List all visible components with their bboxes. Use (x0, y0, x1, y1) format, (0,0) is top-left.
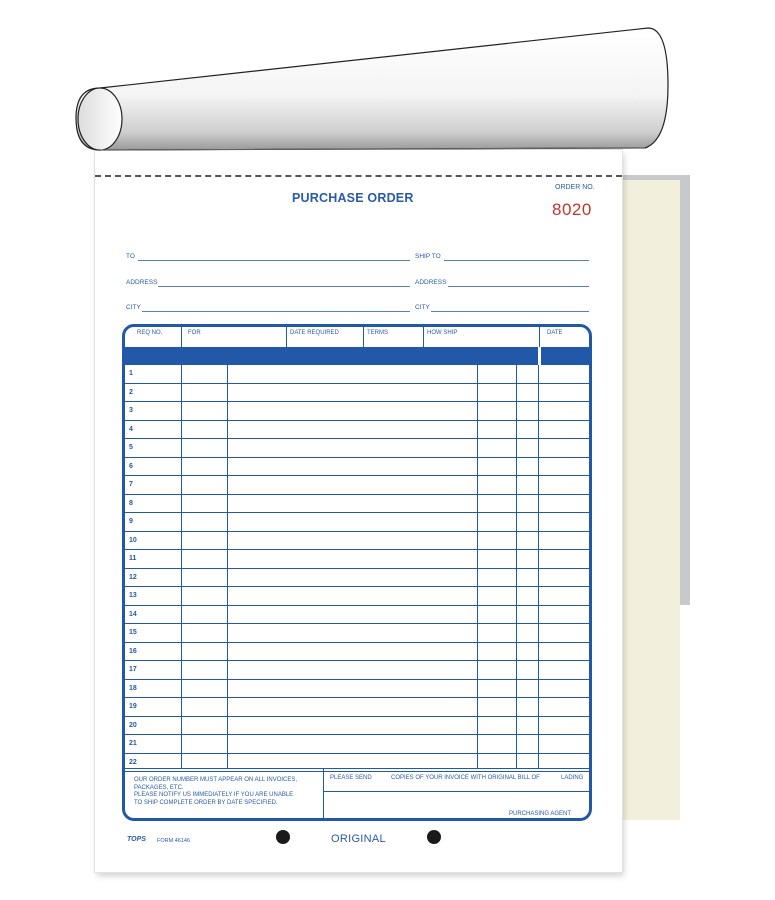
header-divider (539, 327, 540, 347)
form-title: PURCHASE ORDER (292, 191, 414, 205)
table-row[interactable] (125, 365, 589, 384)
notice-line-4: TO SHIP COMPLETE ORDER BY DATE SPECIFIED. (134, 799, 278, 806)
rolled-paper-top (0, 0, 775, 200)
city-right-field[interactable] (431, 311, 589, 312)
table-row[interactable] (125, 661, 589, 680)
header-divider (286, 327, 287, 347)
brand-logo: TOPS (127, 836, 146, 843)
address-left-label: ADDRESS (126, 279, 158, 286)
table-row[interactable] (125, 476, 589, 495)
header-divider (423, 327, 424, 347)
col-how-ship: HOW SHIP (427, 330, 458, 336)
notice-line-2: PACKAGES, ETC. (134, 784, 184, 791)
table-row[interactable] (125, 550, 589, 569)
table-row[interactable] (125, 458, 589, 477)
table-row[interactable] (125, 439, 589, 458)
row-number: 2 (129, 388, 133, 396)
table-row[interactable] (125, 495, 589, 514)
table-row[interactable] (125, 569, 589, 588)
col-terms: TERMS (367, 330, 388, 336)
table-row[interactable] (125, 717, 589, 736)
notice-line-1: OUR ORDER NUMBER MUST APPEAR ON ALL INVOICES, (134, 777, 298, 783)
table-row[interactable] (125, 513, 589, 532)
row-number: 22 (129, 758, 137, 766)
row-number: 10 (129, 536, 137, 544)
row-number: 11 (129, 555, 137, 562)
row-number: 14 (129, 610, 137, 618)
col-for: FOR (188, 330, 201, 336)
to-label: TO (126, 253, 135, 260)
purchasing-agent-label: PURCHASING AGENT (509, 811, 572, 817)
address-right-label: ADDRESS (415, 279, 447, 286)
col-date-required: DATE REQUIRED (290, 330, 339, 336)
row-number: 7 (129, 481, 133, 488)
lading-text: LADING (561, 775, 584, 781)
table-row[interactable] (125, 421, 589, 440)
table-header (125, 327, 589, 347)
table-row[interactable] (125, 643, 589, 662)
order-number: 8020 (552, 200, 592, 219)
copy-label: ORIGINAL (331, 833, 386, 845)
to-field[interactable] (138, 260, 410, 261)
row-number: 1 (129, 370, 133, 377)
notice-line-3: PLEASE NOTIFY US IMMEDIATELY IF YOU ARE UNABLE (134, 792, 294, 798)
table-row[interactable] (125, 624, 589, 643)
city-right-label: CITY (415, 304, 430, 311)
city-left-field[interactable] (142, 311, 410, 312)
punch-hole-left (276, 830, 290, 844)
row-number: 6 (129, 462, 133, 470)
row-number: 21 (129, 740, 137, 747)
row-number: 16 (129, 647, 137, 655)
punch-hole-right (427, 830, 441, 844)
row-number: 19 (129, 703, 137, 710)
row-number: 3 (129, 407, 133, 414)
row-number: 4 (129, 425, 133, 433)
header-divider (363, 327, 364, 347)
please-send-label: PLEASE SEND (330, 775, 372, 781)
row-number: 18 (129, 684, 137, 692)
row-number: 20 (129, 721, 137, 729)
column-line (227, 365, 228, 768)
ship-to-label: SHIP TO (415, 253, 441, 260)
column-line (516, 365, 517, 768)
row-number: 17 (129, 666, 137, 673)
ship-to-field[interactable] (444, 260, 589, 261)
city-left-label: CITY (126, 304, 141, 311)
column-line (477, 365, 478, 768)
table-row[interactable] (125, 532, 589, 551)
column-line (538, 365, 539, 768)
table-row[interactable] (125, 587, 589, 606)
table-row[interactable] (125, 402, 589, 421)
col-req-no: REQ NO. (137, 330, 163, 336)
header-band-gap (538, 347, 541, 365)
address-right-field[interactable] (448, 286, 589, 287)
row-number: 12 (129, 573, 137, 581)
form-number: FORM 46146 (157, 838, 191, 844)
table-row[interactable] (125, 735, 589, 754)
footer-midline (323, 791, 592, 792)
copies-text: COPIES OF YOUR INVOICE WITH ORIGINAL BILL OF (391, 775, 540, 781)
header-divider (181, 327, 182, 347)
row-number: 15 (129, 629, 137, 636)
table-row[interactable] (125, 680, 589, 699)
table-row[interactable] (125, 384, 589, 403)
table-row[interactable] (125, 606, 589, 625)
items-table (122, 324, 592, 821)
header-band (125, 347, 589, 365)
row-number: 9 (129, 518, 133, 525)
row-number: 8 (129, 499, 133, 507)
table-footer (125, 768, 589, 821)
row-number: 5 (129, 444, 133, 451)
address-left-field[interactable] (158, 286, 410, 287)
column-line (181, 365, 182, 768)
order-number-label: ORDER NO. (555, 184, 595, 191)
footer-divider (323, 769, 324, 821)
col-date: DATE (547, 330, 563, 336)
table-row[interactable] (125, 698, 589, 717)
perforation-line (95, 175, 622, 177)
row-number: 13 (129, 592, 137, 599)
